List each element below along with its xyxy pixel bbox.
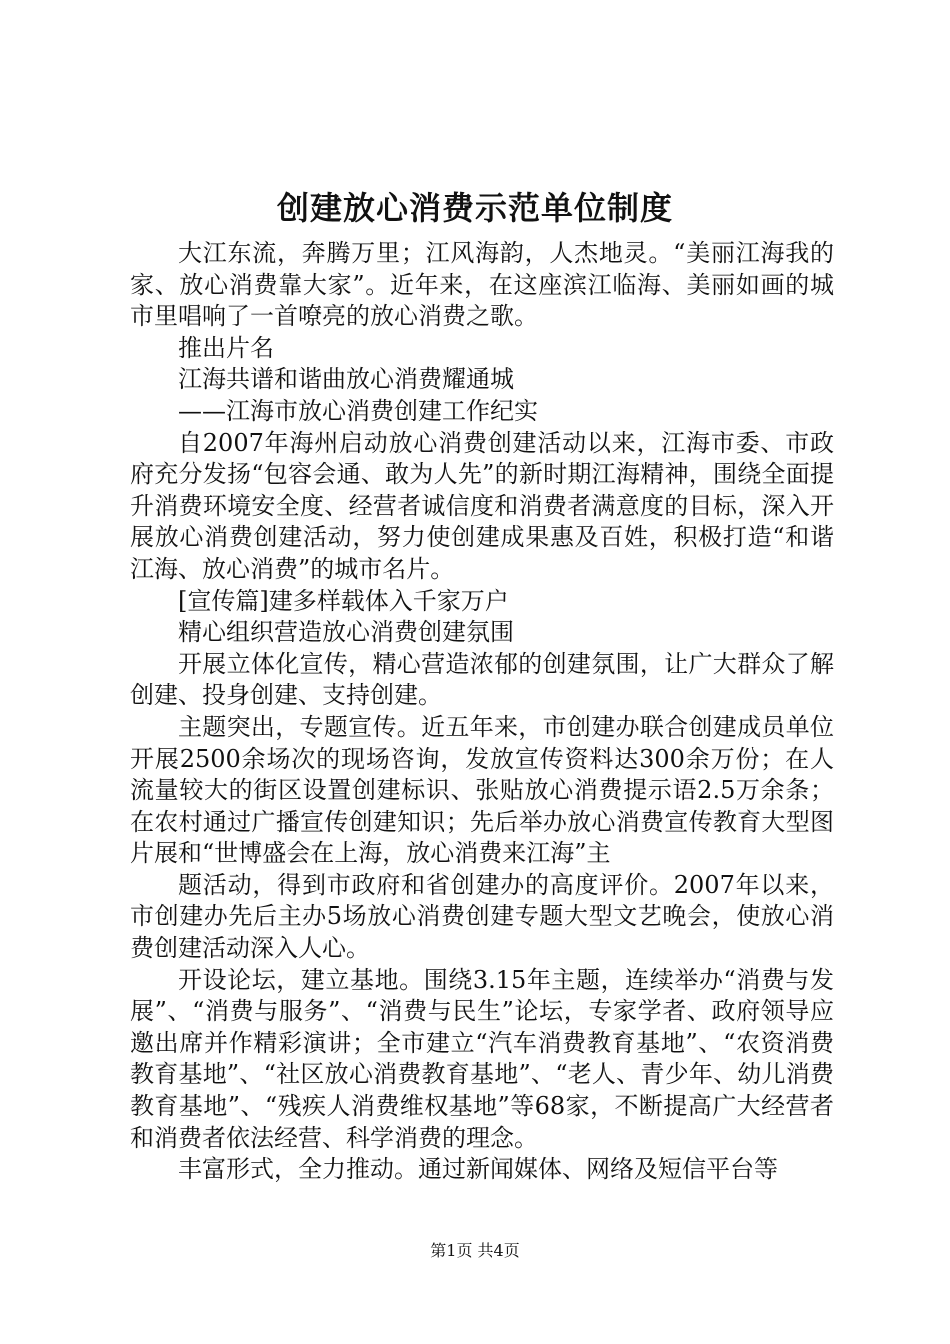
- paragraph-theme-publicity: 主题突出，专题宣传。近五年来，市创建办联合创建成员单位开展2500余场次的现场咨询，发放宣传资料达300余万份；在人流量较大的街区设置创建标识、张贴放心消费提示语2.5万余条；在农村通过广播宣传创建知识；先后举办放心消费宣传教育大型图片展和“世博盛会在上海，放心消费来江海”主: [130, 712, 834, 868]
- paragraph-intro: 大江东流，奔腾万里；江风海韵，人杰地灵。“美丽江海我的家、放心消费靠大家”。近年来，在这座滨江临海、美丽如画的城市里唱响了一首嘹亮的放心消费之歌。: [130, 239, 834, 331]
- paragraph-forums-bases: 开设论坛，建立基地。围绕3.15年主题，连续举办“消费与发展”、“消费与服务”、“消费与民生”论坛，专家学者、政府领导应邀出席并作精彩演讲；全市建立“汽车消费教育基地”、“农资消费教育基地”、“社区放心消费教育基地”、“老人、青少年、幼儿消费教育基地”、“残疾人消费维权基地”等68家，不断提高广大经营者和消费者依法经营、科学消费的理念。: [130, 965, 834, 1152]
- paragraph-theme-events: 题活动，得到市政府和省创建办的高度评价。2007年以来，市创建办先后主办5场放心消费创建专题大型文艺晚会，使放心消费创建活动深入人心。: [130, 870, 834, 963]
- section-subheading: 精心组织营造放心消费创建氛围: [178, 618, 514, 647]
- paragraph-film-title: 江海共谱和谐曲放心消费耀通城: [178, 365, 514, 394]
- paragraph-film-title-label: 推出片名: [178, 333, 274, 362]
- paragraph-overview: 自2007年海州启动放心消费创建活动以来，江海市委、市政府充分发扬“包容会通、敢为人先”的新时期江海精神，围绕全面提升消费环境安全度、经营者诚信度和消费者满意度的目标，深入开展放心消费创建活动，努力使创建成果惠及百姓，积极打造“和谐江海、放心消费”的城市名片。: [130, 428, 834, 583]
- paragraph-rich-forms: 丰富形式，全力推动。通过新闻媒体、网络及短信平台等: [178, 1155, 778, 1184]
- page-footer: 第1页 共4页: [430, 1241, 520, 1260]
- section-heading-publicity: [宣传篇]建多样载体入千家万户: [178, 586, 509, 615]
- document-title: 创建放心消费示范单位制度: [276, 189, 673, 227]
- document-body: [130, 238, 834, 1186]
- paragraph-subtitle: ——江海市放心消费创建工作纪实: [178, 396, 538, 425]
- paragraph-publicity-intro: 开展立体化宣传，精心营造浓郁的创建氛围，让广大群众了解创建、投身创建、支持创建。: [130, 649, 834, 710]
